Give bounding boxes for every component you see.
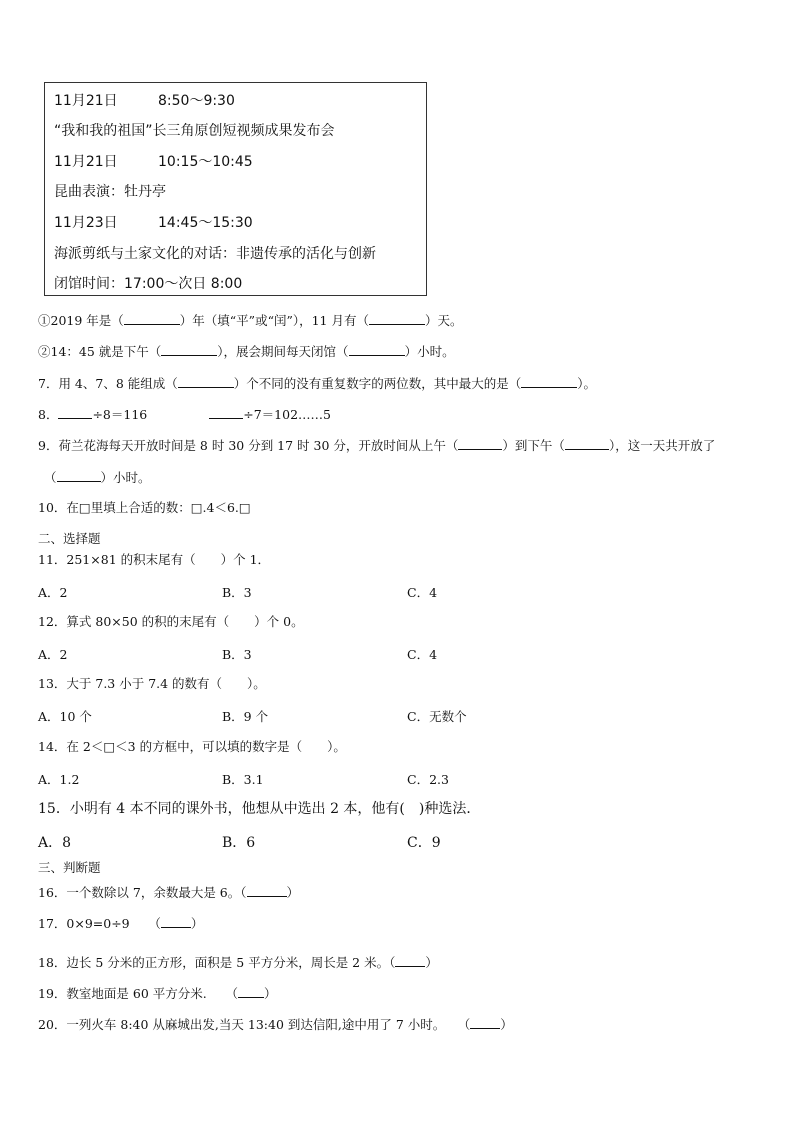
- option-c[interactable]: C．无数个: [407, 709, 467, 724]
- option-a[interactable]: A．2: [38, 585, 68, 600]
- schedule-date: 11月23日: [54, 215, 118, 231]
- option-a[interactable]: A．2: [38, 647, 68, 662]
- schedule-date: 11月21日: [54, 93, 118, 109]
- schedule-time: 10:15～10:45: [158, 154, 253, 170]
- option-a[interactable]: A．10 个: [38, 709, 92, 724]
- answer-blank[interactable]: [369, 312, 425, 325]
- option-b[interactable]: B．3.1: [222, 772, 264, 787]
- option-c[interactable]: C．2.3: [407, 772, 449, 787]
- question-18: 18．边长 5 分米的正方形，面积是 5 平方分米，周长是 2 米。（ ）: [38, 955, 438, 970]
- answer-blank[interactable]: [349, 343, 405, 356]
- schedule-line-1: [54, 90, 235, 110]
- answer-blank[interactable]: [58, 406, 92, 419]
- question-14: 14．在 2＜□＜3 的方框中，可以填的数字是（ ）。: [38, 739, 346, 754]
- answer-blank[interactable]: [470, 1016, 500, 1029]
- schedule-time: 8:50～9:30: [158, 93, 235, 109]
- question-6-part-2: ②14：45 就是下午（ ），展会期间每天闭馆（ ）小时。: [38, 344, 455, 359]
- schedule-time: 14:45～15:30: [158, 215, 253, 231]
- answer-blank[interactable]: [124, 312, 180, 325]
- schedule-date: 11月21日: [54, 154, 118, 170]
- answer-blank[interactable]: [395, 954, 425, 967]
- question-17: 17．0×9=0÷9 （ ）: [38, 916, 204, 931]
- answer-blank[interactable]: [565, 437, 609, 450]
- option-a[interactable]: A．8: [38, 835, 72, 851]
- section-heading-judgment: 三、判断题: [38, 860, 101, 875]
- question-16: 16．一个数除以 7，余数最大是 6。（ ）: [38, 885, 300, 900]
- answer-blank[interactable]: [57, 469, 101, 482]
- question-13: 13．大于 7.3 小于 7.4 的数有（ ）。: [38, 676, 266, 691]
- schedule-line-3: [54, 151, 253, 171]
- question-9-continued: （ ）小时。: [44, 470, 151, 485]
- answer-blank[interactable]: [238, 985, 264, 998]
- option-c[interactable]: C．9: [407, 835, 441, 851]
- answer-blank[interactable]: [178, 375, 234, 388]
- section-heading-choice: 二、选择题: [38, 531, 101, 546]
- question-11: 11．251×81 的积末尾有（ ）个 1．: [38, 552, 271, 567]
- question-19: 19．教室地面是 60 平方分米. （ ）: [38, 986, 277, 1001]
- answer-blank[interactable]: [247, 884, 287, 897]
- option-b[interactable]: B．3: [222, 585, 252, 600]
- schedule-line-5: [54, 212, 253, 232]
- question-9: 9．荷兰花海每天开放时间是 8 时 30 分到 17 时 30 分，开放时间从上午（ ）到下午（ ），这一天共开放了: [38, 438, 716, 453]
- schedule-line-4: 昆曲表演：牡丹亭: [54, 184, 166, 200]
- answer-blank[interactable]: [458, 437, 502, 450]
- question-15: 15．小明有 4 本不同的课外书，他想从中选出 2 本，他有( )种选法．: [38, 801, 481, 817]
- question-10: 10．在□里填上合适的数：□.4＜6.□: [38, 500, 251, 515]
- question-20: 20．一列火车 8:40 从麻城出发,当天 13:40 到达信阳,途中用了 7 小时。 （ ）: [38, 1017, 513, 1032]
- schedule-box: [44, 82, 427, 296]
- answer-blank[interactable]: [209, 406, 243, 419]
- schedule-line-2: “我和我的祖国”长三角原创短视频成果发布会: [54, 123, 335, 139]
- option-c[interactable]: C．4: [407, 585, 438, 600]
- question-6-part-1: ①2019 年是（ ）年（填“平”或“闰”），11 月有（ ）天。: [38, 313, 463, 328]
- option-a[interactable]: A．1.2: [38, 772, 80, 787]
- option-b[interactable]: B．3: [222, 647, 252, 662]
- answer-blank[interactable]: [161, 915, 191, 928]
- question-7: 7．用 4、7、8 能组成（ ）个不同的没有重复数字的两位数，其中最大的是（ ）。: [38, 376, 597, 391]
- answer-blank[interactable]: [521, 375, 577, 388]
- schedule-line-7: 闭馆时间：17:00～次日 8:00: [54, 276, 243, 292]
- question-8: 8． ÷8＝116 ÷7＝102……5: [38, 407, 331, 422]
- question-12: 12．算式 80×50 的积的末尾有（ ）个 0。: [38, 614, 304, 629]
- option-b[interactable]: B．6: [222, 835, 256, 851]
- schedule-line-6: 海派剪纸与土家文化的对话：非遗传承的活化与创新: [54, 246, 376, 262]
- option-c[interactable]: C．4: [407, 647, 438, 662]
- answer-blank[interactable]: [161, 343, 217, 356]
- option-b[interactable]: B．9 个: [222, 709, 269, 724]
